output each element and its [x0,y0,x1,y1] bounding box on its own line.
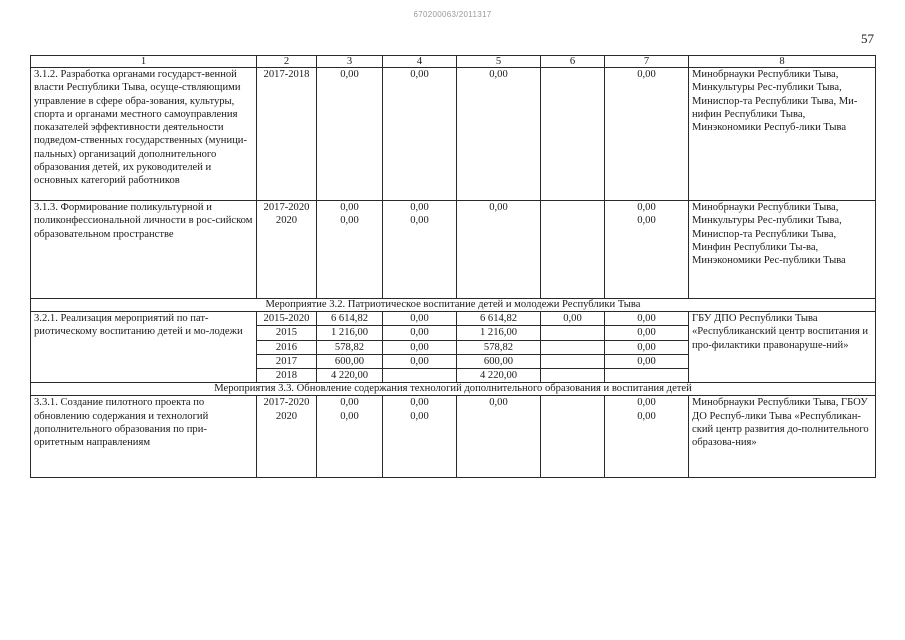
section-row-3-3 [31,383,876,396]
value-line: 0,00 [340,410,359,422]
col-header-7: 7 [605,56,689,68]
value-col7 [605,369,689,383]
period-line: 2017-2020 [263,397,310,409]
value-line: 0,00 [410,397,429,409]
value-col6 [541,396,605,478]
page-number: 57 [861,31,874,46]
value-col4: 0,00 [383,326,457,340]
value-col5: 578,82 [457,340,541,354]
col-header-5: 5 [457,56,541,68]
value-col3 [317,201,383,299]
value-line: 0,00 [410,410,429,422]
table-row-3-1-3 [31,201,876,299]
value-line: 0,00 [489,202,508,213]
col-header-4: 4 [383,56,457,68]
value-col4 [383,201,457,299]
value-col3: 4 220,00 [317,369,383,383]
period: 2017 [257,354,317,368]
executor: Минобрнауки Республики Тыва, Минкультуры Рес-публики Тыва, Миниспор-та Республики Тыва, Минфин Республики Ты-ва, Минэкономики Рес-публики Тыва [689,201,876,299]
value-line: 0,00 [340,397,359,409]
section-row-3-2 [31,299,876,312]
value-col7: 0,00 [605,354,689,368]
value-line: 0,00 [410,215,429,227]
value-line: 0,00 [637,202,656,213]
value-line: 0,00 [637,410,656,422]
activity-name: 3.3.1. Создание пилотного проекта по обновлению содержания и технологий дополнительного образования по при-оритетным направлениям [31,396,257,478]
value-col6 [541,326,605,340]
section-title: Мероприятие 3.2. Патриотическое воспитание детей и молодежи Республики Тыва [31,299,876,312]
value-col6 [541,369,605,383]
period: 2018 [257,369,317,383]
value-col7: 0,00 [605,340,689,354]
value-col5: 4 220,00 [457,369,541,383]
col-header-2: 2 [257,56,317,68]
activity-name: 3.2.1. Реализация мероприятий по пат-риотическому воспитанию детей и мо-лодежи [31,312,257,383]
period: 2016 [257,340,317,354]
document-stamp: 670200063/2011317 [413,10,492,19]
value-col3: 1 216,00 [317,326,383,340]
period-line: 2020 [275,410,298,422]
header-row [31,56,876,68]
period: 2015 [257,326,317,340]
value-col4 [383,396,457,478]
value-col6 [541,340,605,354]
value-col3 [317,396,383,478]
table-row-3-3-1 [31,396,876,478]
period: 2017-2018 [257,68,317,201]
value-line: 0,00 [489,397,508,409]
table-row-3-2-1 [31,312,876,326]
value-col7: 0,00 [605,312,689,326]
program-table [30,55,876,478]
value-col7 [605,396,689,478]
value-col7: 0,00 [605,326,689,340]
col-header-6: 6 [541,56,605,68]
value-col5 [457,396,541,478]
period [257,396,317,478]
value-col6 [541,68,605,201]
value-col5: 600,00 [457,354,541,368]
period-line: 2017-2020 [263,202,310,213]
value-line: 0,00 [340,215,359,227]
period [257,201,317,299]
executor: ГБУ ДПО Республики Тыва «Республиканский центр воспитания и про-филактики правонаруше-ний» [689,312,876,383]
value-col5: 6 614,82 [457,312,541,326]
value-col3: 578,82 [317,340,383,354]
value-col3: 6 614,82 [317,312,383,326]
value-col4: 0,00 [383,354,457,368]
value-line: 0,00 [637,397,656,409]
table-row-3-1-2 [31,68,876,201]
section-title: Мероприятия 3.3. Обновление содержания технологий дополнительного образования и воспитания детей [31,383,876,396]
value-col6 [541,354,605,368]
executor: Минобрнауки Республики Тыва, Минкультуры Рес-публики Тыва, Миниспор-та Республики Тыва, Ми-нифин Республики Тыва, Минэкономики Респуб-лики Тыва [689,68,876,201]
value-col5: 1 216,00 [457,326,541,340]
activity-name: 3.1.2. Разработка органами государст-венной власти Республики Тыва, осуще-ствляющими управление в сфере обра-зования, культуры, спорта и органами местного самоуправления показателей эффективности деятельности подведом-ственных государственных (муници-пальных) организаций дополнительного образования детей, их руководителей и основных категорий работников [31,68,257,201]
value-line: 0,00 [637,215,656,227]
period-line: 2020 [275,215,298,227]
col-header-8: 8 [689,56,876,68]
value-line: 0,00 [410,202,429,213]
value-line: 0,00 [340,202,359,213]
col-header-3: 3 [317,56,383,68]
value-col3: 0,00 [317,68,383,201]
value-col3: 600,00 [317,354,383,368]
value-col7 [605,201,689,299]
value-col7: 0,00 [605,68,689,201]
value-col4: 0,00 [383,312,457,326]
executor: Минобрнауки Республики Тыва, ГБОУ ДО Респуб-лики Тыва «Республикан-ский центр развития до-полнительного образова-ния» [689,396,876,478]
period: 2015-2020 [257,312,317,326]
value-col6 [541,201,605,299]
value-col5: 0,00 [457,68,541,201]
col-header-1: 1 [31,56,257,68]
value-col5 [457,201,541,299]
value-col4: 0,00 [383,68,457,201]
value-col6: 0,00 [541,312,605,326]
activity-name: 3.1.3. Формирование поликультурной и поликонфессиональной личности в рос-сийском образовательном пространстве [31,201,257,299]
value-col4: 0,00 [383,340,457,354]
value-col4 [383,369,457,383]
